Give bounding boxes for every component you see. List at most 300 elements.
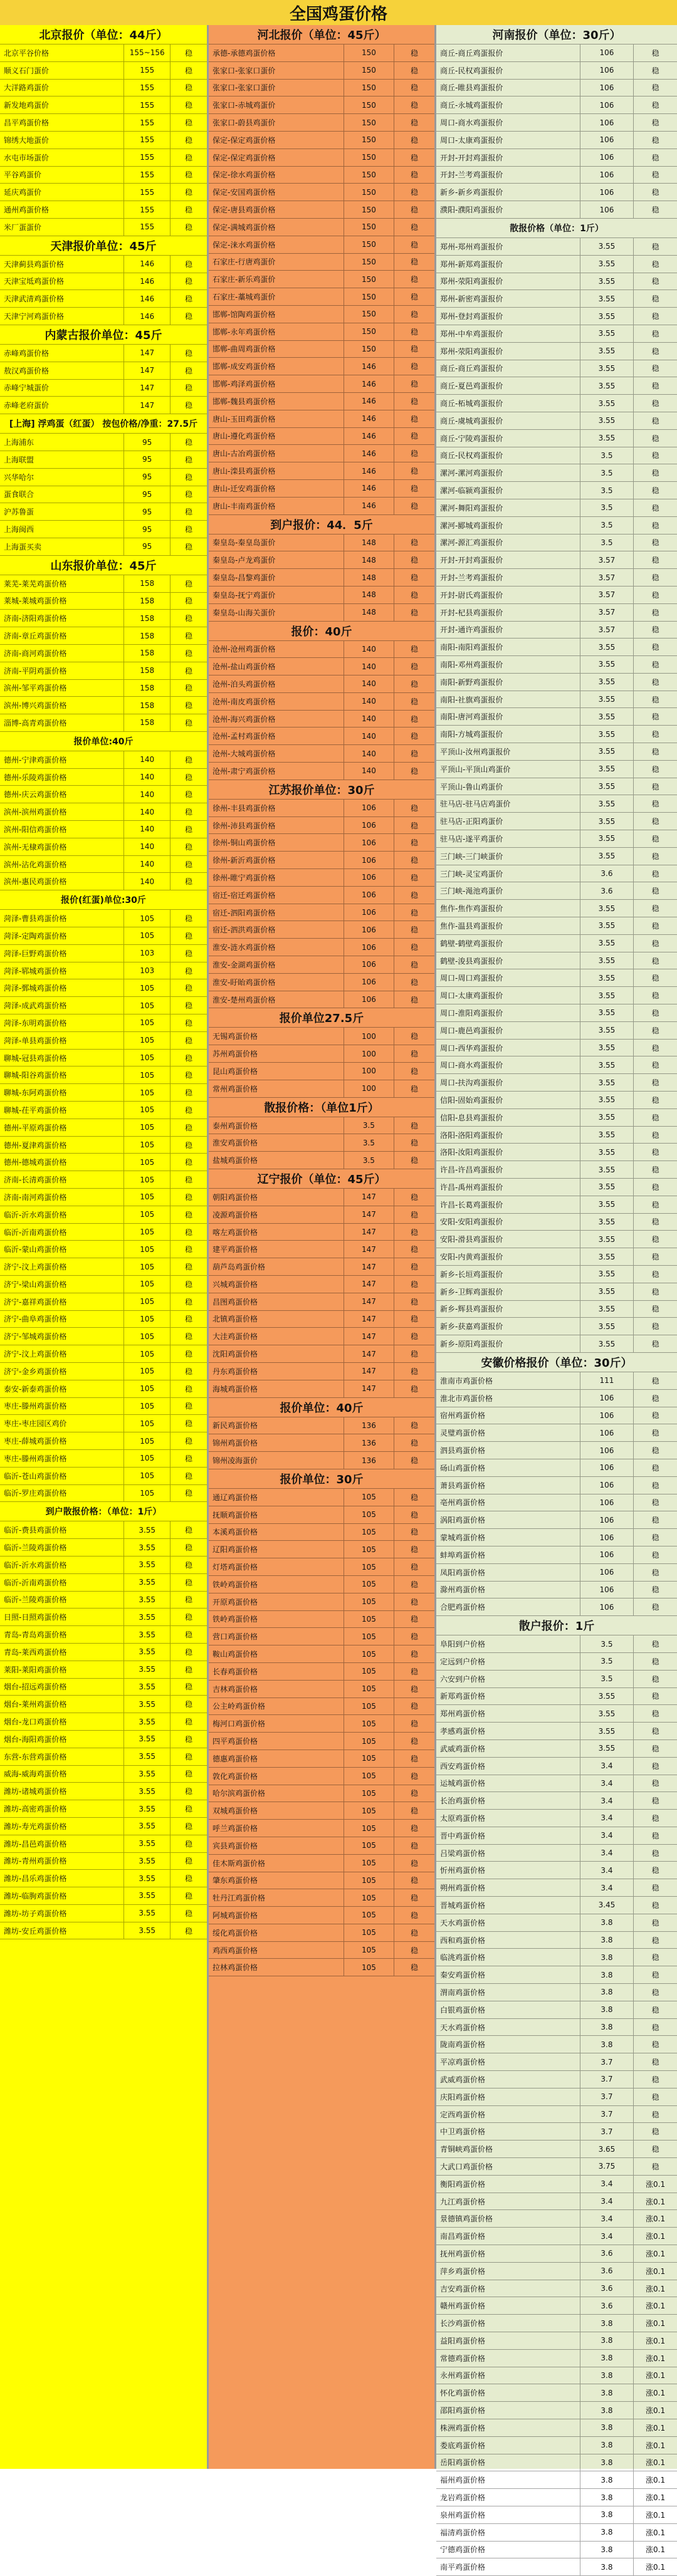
price-row [436, 1879, 677, 1897]
price-row [0, 714, 207, 732]
trend-status: 稳 [410, 1667, 418, 1676]
price-row [0, 44, 207, 62]
trend-status: 稳 [410, 1297, 418, 1306]
price-row [209, 534, 434, 552]
price-value: 3.55 [124, 1713, 171, 1730]
trend-status: 涨0.1 [646, 2284, 666, 2293]
price-value: 105 [124, 1050, 171, 1066]
trend-status: 稳 [184, 295, 192, 304]
market-name: 许昌-禹州鸡蛋报价 [436, 1179, 580, 1196]
price-row [209, 956, 434, 974]
market-name: 济南-章丘鸡蛋价格 [0, 627, 124, 644]
price-value: 3.55 [580, 1248, 634, 1265]
market-name: 沧州-海兴鸡蛋价格 [209, 711, 344, 727]
price-value: 100 [344, 1080, 394, 1097]
trend-status: 稳 [651, 1113, 659, 1122]
trend-status: 稳 [651, 486, 659, 496]
trend-status: 稳 [651, 364, 659, 373]
trend-status: 稳 [410, 397, 418, 406]
price-row [436, 325, 677, 343]
price-value: 105 [124, 1206, 171, 1223]
price-value: 158 [124, 610, 171, 627]
price-row [209, 1593, 434, 1611]
trend-status: 稳 [184, 1437, 192, 1446]
market-name: 潍坊-安丘鸡蛋价格 [0, 1922, 124, 1939]
price-row [209, 852, 434, 869]
market-name: 南阳-邓州鸡蛋报价 [436, 656, 580, 673]
price-row [0, 769, 207, 786]
price-row [209, 604, 434, 622]
market-name: 莱城-莱城鸡蛋价格 [0, 593, 124, 610]
price-value: 3.55 [580, 952, 634, 969]
market-name: 抚州鸡蛋价格 [436, 2245, 580, 2262]
price-row [209, 375, 434, 393]
trend-status: 稳 [410, 501, 418, 511]
price-value: 150 [344, 254, 394, 271]
trend-status: 稳 [184, 366, 192, 375]
price-row [436, 1390, 677, 1407]
price-value: 3.4 [580, 1792, 634, 1809]
trend-status: 稳 [651, 399, 659, 409]
market-name: 滨州-惠民鸡蛋价格 [0, 873, 124, 890]
price-row [0, 1853, 207, 1870]
trend-status: 稳 [410, 1911, 418, 1920]
market-name: 开封-杞县鸡蛋报价 [436, 604, 580, 621]
price-value: 147 [344, 1363, 394, 1380]
price-value: 3.8 [580, 2454, 634, 2471]
price-value: 148 [344, 587, 394, 603]
trend-status: 稳 [410, 1493, 418, 1502]
market-name: 阿城鸡蛋价格 [209, 1907, 344, 1924]
market-name: 聊城-阳谷鸡蛋价格 [0, 1066, 124, 1083]
market-name: 泰州鸡蛋价格 [209, 1117, 344, 1134]
price-row [209, 1045, 434, 1063]
trend-status: 稳 [184, 1839, 192, 1849]
price-value: 3.55 [580, 917, 634, 934]
price-row [436, 1582, 677, 1599]
trend-status: 稳 [184, 718, 192, 727]
price-row [209, 727, 434, 745]
market-name: 晋城鸡蛋价格 [436, 1897, 580, 1914]
market-name: 亳州鸡蛋价格 [436, 1494, 580, 1511]
price-value: 95 [124, 451, 171, 468]
trend-status: 稳 [184, 259, 192, 269]
trend-status: 稳 [651, 503, 659, 513]
price-value: 3.7 [580, 2123, 634, 2140]
price-value: 158 [124, 714, 171, 731]
price-row [209, 219, 434, 236]
price-row [436, 1022, 677, 1040]
market-name: 商丘-睢县鸡蛋报价 [436, 80, 580, 96]
price-row [436, 1897, 677, 1914]
market-name: 九江鸡蛋价格 [436, 2193, 580, 2210]
price-value: 106 [580, 1442, 634, 1459]
price-row [209, 904, 434, 922]
market-name: 淮南市鸡蛋价格 [436, 1372, 580, 1389]
price-row [0, 273, 207, 291]
price-value: 3.5 [344, 1134, 394, 1151]
market-name: 沧州-南皮鸡蛋价格 [209, 693, 344, 710]
market-name: 定远到户价格 [436, 1653, 580, 1670]
market-name: 沧州-大城鸡蛋价格 [209, 745, 344, 762]
price-row [0, 873, 207, 890]
market-name: 蒙城鸡蛋价格 [436, 1529, 580, 1546]
market-name: 福清鸡蛋价格 [436, 2524, 580, 2541]
price-value: 105 [344, 1785, 394, 1802]
trend-status: 稳 [651, 1657, 659, 1666]
trend-status: 稳 [184, 1402, 192, 1411]
price-value: 136 [344, 1434, 394, 1451]
trend-status: 稳 [184, 1526, 192, 1535]
price-value: 3.55 [580, 778, 634, 795]
price-row [209, 1733, 434, 1750]
price-value: 106 [580, 184, 634, 201]
price-row [209, 1117, 434, 1135]
market-name: 淮安-楚州鸡蛋价格 [209, 991, 344, 1008]
price-value: 105 [124, 1398, 171, 1415]
trend-status: 稳 [651, 469, 659, 478]
market-name: 秦皇岛-昌黎鸡蛋价 [209, 569, 344, 586]
trend-status: 稳 [184, 1752, 192, 1761]
price-row [436, 1810, 677, 1827]
market-name: 萧县鸡蛋价格 [436, 1477, 580, 1494]
price-value: 3.8 [580, 1966, 634, 1983]
price-row [436, 1040, 677, 1057]
price-value: 3.55 [580, 308, 634, 325]
price-row [436, 290, 677, 308]
market-name: 临沂-兰陵鸡蛋价格 [0, 1539, 124, 1556]
price-value: 3.55 [124, 1644, 171, 1661]
trend-status: 涨0.1 [646, 2249, 666, 2258]
price-value: 3.55 [580, 795, 634, 812]
trend-status: 稳 [184, 135, 192, 145]
price-value: 147 [344, 1293, 394, 1310]
price-row [209, 1785, 434, 1803]
trend-status: 稳 [651, 2040, 659, 2050]
trend-status: 稳 [184, 1734, 192, 1744]
trend-status: 稳 [410, 275, 418, 284]
market-name: 邯郸-馆陶鸡蛋价格 [209, 306, 344, 323]
price-value: 3.55 [580, 691, 634, 708]
market-name: 泗县鸡蛋价格 [436, 1442, 580, 1459]
market-name: 信阳-息县鸡蛋报价 [436, 1109, 580, 1126]
price-row [436, 778, 677, 796]
market-name: 枣庄-枣庄园区鸡价 [0, 1415, 124, 1432]
price-value: 158 [124, 575, 171, 592]
price-value: 150 [344, 341, 394, 358]
price-value: 105 [344, 1959, 394, 1976]
price-row [436, 2123, 677, 2141]
market-name: 徐州-铜山鸡蛋价格 [209, 834, 344, 851]
price-row [436, 1635, 677, 1653]
price-row [436, 604, 677, 622]
market-name: 济宁-邹城鸡蛋价格 [0, 1328, 124, 1345]
market-name: 驻马店-正阳鸡蛋价 [436, 813, 580, 830]
market-name: 沧州-盐山鸡蛋价格 [209, 658, 344, 675]
price-value: 147 [124, 345, 171, 362]
price-row [0, 1398, 207, 1416]
trend-status: 稳 [651, 730, 659, 739]
price-row [436, 167, 677, 184]
price-value: 3.55 [124, 1731, 171, 1748]
price-value: 150 [344, 149, 394, 166]
price-row [209, 1750, 434, 1768]
trend-status: 稳 [410, 1876, 418, 1885]
price-value: 105 [344, 1593, 394, 1610]
price-row [0, 1679, 207, 1696]
price-value: 3.55 [124, 1748, 171, 1765]
price-value: 105 [124, 1328, 171, 1345]
price-value: 146 [344, 462, 394, 479]
trend-status: 稳 [651, 347, 659, 356]
price-value: 146 [124, 308, 171, 325]
market-name: 郑州-荥阳鸡蛋报价 [436, 273, 580, 290]
price-row [0, 1241, 207, 1258]
price-row [436, 1564, 677, 1582]
trend-status: 稳 [410, 1702, 418, 1711]
trend-status: 稳 [410, 135, 418, 145]
price-row [0, 290, 207, 308]
market-name: 石家庄-行唐鸡蛋价 [209, 254, 344, 271]
price-value: 105 [344, 1576, 394, 1593]
trend-status: 稳 [651, 1761, 659, 1771]
price-value: 106 [344, 834, 394, 851]
price-value: 3.8 [580, 2471, 634, 2488]
market-name: 太原鸡蛋价格 [436, 1810, 580, 1827]
price-value: 3.4 [580, 1862, 634, 1879]
price-value: 105 [124, 1258, 171, 1275]
price-value: 106 [580, 80, 634, 96]
trend-status: 稳 [410, 1684, 418, 1694]
price-value: 155 [124, 132, 171, 149]
market-name: 三门峡-渑池鸡蛋价 [436, 882, 580, 899]
trend-status: 稳 [184, 118, 192, 128]
trend-status: 稳 [184, 348, 192, 358]
trend-status: 稳 [651, 974, 659, 983]
price-value: 147 [344, 1345, 394, 1362]
price-row [209, 1224, 434, 1241]
market-name: 赤峰鸡蛋价格 [0, 345, 124, 362]
price-row [0, 856, 207, 873]
market-name: 长治鸡蛋价格 [436, 1792, 580, 1809]
trend-status: 稳 [651, 259, 659, 269]
price-row [209, 410, 434, 428]
price-value: 105 [344, 1663, 394, 1680]
price-row [436, 395, 677, 412]
price-value: 3.55 [580, 1283, 634, 1300]
price-value: 140 [344, 711, 394, 727]
trend-status: 稳 [651, 921, 659, 931]
price-row [209, 428, 434, 446]
price-value: 3.55 [580, 1740, 634, 1757]
price-row [436, 132, 677, 149]
trend-status: 稳 [184, 701, 192, 711]
price-value: 3.55 [124, 1592, 171, 1609]
trend-status: 稳 [651, 1901, 659, 1910]
price-row [209, 1645, 434, 1663]
price-row [436, 1056, 677, 1074]
trend-status: 稳 [651, 242, 659, 251]
price-value: 3.5 [344, 1152, 394, 1169]
price-row [0, 184, 207, 201]
trend-status: 稳 [651, 2075, 659, 2084]
market-name: 德州-宁津鸡蛋价格 [0, 751, 124, 768]
price-row [0, 821, 207, 838]
price-row [0, 1189, 207, 1206]
market-name: 枣庄-滕州鸡蛋价格 [0, 1398, 124, 1415]
henan-column [436, 25, 677, 2572]
price-row [436, 1984, 677, 2001]
price-row [0, 62, 207, 80]
price-row [209, 800, 434, 817]
market-name: 烟台-招远鸡蛋价格 [0, 1679, 124, 1696]
market-name: 周口-周口鸡蛋报价 [436, 969, 580, 986]
price-value: 95 [124, 486, 171, 503]
price-value: 105 [124, 1224, 171, 1241]
section-header: 安徽价格报价（单位：30斤） [436, 1353, 677, 1372]
market-name: 孝感鸡蛋价格 [436, 1723, 580, 1739]
price-row [436, 184, 677, 201]
market-name: 周口-扶沟鸡蛋报价 [436, 1074, 580, 1091]
market-name: 梅河口鸡蛋价格 [209, 1715, 344, 1732]
trend-status: 稳 [184, 101, 192, 110]
price-row [209, 393, 434, 410]
price-row [209, 201, 434, 219]
trend-status: 稳 [651, 135, 659, 145]
price-value: 3.8 [580, 2384, 634, 2401]
section-header: 内蒙古报价单位：45斤 [0, 325, 207, 345]
price-row [436, 2263, 677, 2280]
price-value: 3.55 [580, 639, 634, 655]
price-value: 3.55 [124, 1679, 171, 1696]
trend-status: 稳 [410, 83, 418, 93]
trend-status: 稳 [410, 240, 418, 249]
price-row [436, 2106, 677, 2124]
market-name: 平谷鸡蛋价 [0, 167, 124, 184]
trend-status: 稳 [184, 1613, 192, 1622]
price-row [0, 945, 207, 962]
price-row [436, 1949, 677, 1966]
market-name: 沪苏鲁蛋 [0, 503, 124, 520]
price-row [209, 887, 434, 904]
price-value: 105 [124, 1363, 171, 1380]
price-value: 155 [124, 219, 171, 236]
market-name: 肇东鸡蛋价格 [209, 1872, 344, 1889]
trend-status: 稳 [410, 101, 418, 110]
price-row [0, 256, 207, 273]
trend-status: 稳 [651, 1831, 659, 1840]
trend-status: 稳 [410, 66, 418, 75]
market-name: 商丘-商丘鸡蛋报价 [436, 44, 580, 61]
market-name: 运城鸡蛋价格 [436, 1775, 580, 1792]
market-name: 唐山-丰南鸡蛋价格 [209, 498, 344, 514]
price-value: 3.7 [580, 2106, 634, 2123]
market-name: 南阳-南阳鸡蛋报价 [436, 639, 580, 655]
section-header: 报价单位27.5斤 [209, 1008, 434, 1028]
market-name: 沧州-肃宁鸡蛋价格 [209, 763, 344, 780]
price-value: 3.57 [580, 604, 634, 621]
market-name: 石家庄-藁城鸡蛋价 [209, 288, 344, 305]
price-value: 105 [344, 1541, 394, 1558]
market-name: 保定-唐县鸡蛋价格 [209, 201, 344, 218]
trend-status: 稳 [184, 1891, 192, 1901]
price-row [436, 987, 677, 1004]
trend-status: 稳 [184, 1718, 192, 1727]
price-value: 148 [344, 551, 394, 568]
trend-status: 稳 [651, 1200, 659, 1209]
price-value: 150 [344, 236, 394, 253]
price-row [436, 256, 677, 273]
market-name: 滨州-无棣鸡蛋价格 [0, 838, 124, 855]
price-value: 3.55 [580, 1179, 634, 1196]
trend-status: 涨0.1 [646, 2232, 666, 2241]
trend-status: 稳 [184, 984, 192, 993]
price-value: 150 [344, 167, 394, 184]
trend-status: 稳 [184, 808, 192, 817]
price-row [0, 1905, 207, 1922]
price-row [436, 2367, 677, 2385]
price-value: 146 [344, 410, 394, 427]
price-row [0, 1276, 207, 1293]
price-row [436, 1335, 677, 1353]
trend-status: 稳 [184, 1560, 192, 1570]
trend-status: 涨0.1 [646, 2336, 666, 2345]
market-name: 济宁-梁山鸡蛋价格 [0, 1276, 124, 1293]
market-name: 郑州鸡蛋价格 [436, 1705, 580, 1722]
price-row [0, 803, 207, 821]
market-name: 周口-太康鸡蛋报价 [436, 987, 580, 1004]
market-name: 临沂-沂水鸡蛋价格 [0, 1557, 124, 1573]
price-row [0, 1766, 207, 1783]
price-value: 106 [580, 1459, 634, 1476]
market-name: 常德鸡蛋价格 [436, 2350, 580, 2367]
trend-status: 稳 [651, 887, 659, 896]
price-value: 3.55 [580, 360, 634, 377]
price-row [0, 575, 207, 593]
price-row [436, 656, 677, 674]
market-name: 鞍山鸡蛋价格 [209, 1645, 344, 1662]
market-name: 哈尔滨鸡蛋价格 [209, 1785, 344, 1802]
price-value: 158 [124, 680, 171, 697]
price-value: 106 [580, 167, 634, 184]
price-value: 105 [344, 1872, 394, 1889]
trend-status: 稳 [184, 790, 192, 800]
price-value: 148 [344, 569, 394, 586]
market-name: 保定-安国鸡蛋价格 [209, 184, 344, 201]
market-name: 延庆鸡蛋价 [0, 184, 124, 201]
market-name: 漯河-临颍鸡蛋报价 [436, 482, 580, 499]
price-value: 3.55 [580, 1318, 634, 1335]
price-row [0, 697, 207, 714]
market-name: 三门峡-灵宝鸡蛋价 [436, 865, 580, 882]
market-name: 沧州-泊头鸡蛋价格 [209, 675, 344, 692]
market-name: 郑州-新密鸡蛋报价 [436, 290, 580, 307]
price-row [0, 786, 207, 803]
trend-status: 稳 [410, 293, 418, 302]
market-name: 沧州-沧州鸡蛋价格 [209, 641, 344, 658]
price-value: 105 [344, 1855, 394, 1872]
price-row [436, 2053, 677, 2071]
price-row [209, 1820, 434, 1837]
trend-status: 稳 [651, 991, 659, 1001]
market-name: 拉林鸡蛋价格 [209, 1959, 344, 1976]
trend-status: 稳 [651, 660, 659, 669]
market-name: 临沂-沂南鸡蛋价格 [0, 1224, 124, 1241]
price-row [209, 358, 434, 375]
price-value: 3.4 [580, 2210, 634, 2227]
price-row [0, 1661, 207, 1679]
price-row [436, 2402, 677, 2419]
